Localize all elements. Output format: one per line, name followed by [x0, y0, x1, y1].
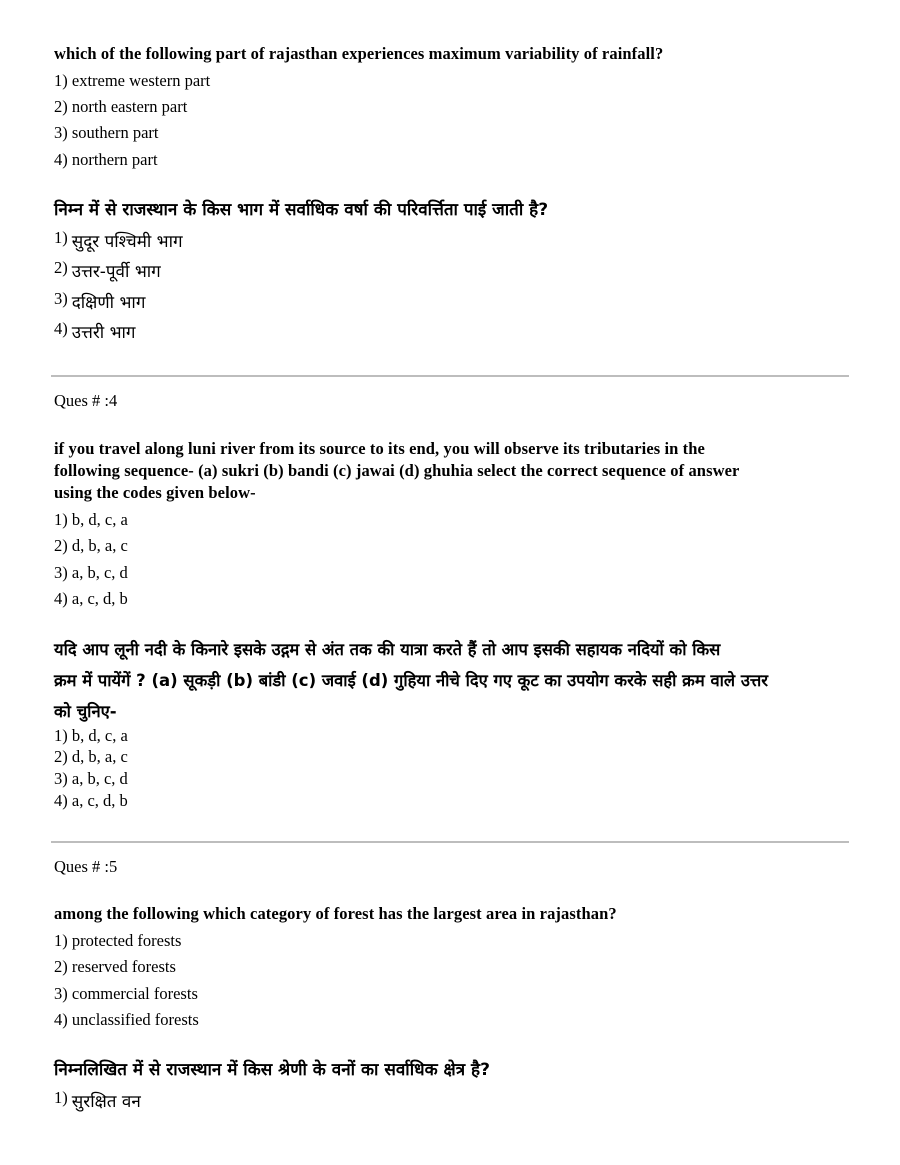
option-number: 2) — [54, 258, 68, 277]
option-text: सुरक्षित वन — [71, 1092, 141, 1112]
question-divider — [51, 375, 849, 377]
q3-english-option-3: 3) southern part — [54, 123, 159, 142]
q4-hindi-option-4: 4) a, c, d, b — [54, 791, 128, 810]
question-divider — [51, 841, 849, 843]
q3-english-question: which of the following part of rajasthan experiences maximum variability of rainfall? — [54, 44, 664, 63]
q4-english-option-2: 2) d, b, a, c — [54, 536, 128, 555]
option-number: 3) — [54, 289, 68, 308]
q4-english-option-3: 3) a, b, c, d — [54, 563, 128, 582]
option-text: सुदूर पश्चिमी भाग — [71, 232, 183, 252]
q4-hindi-option-1: 1) b, d, c, a — [54, 726, 128, 745]
q4-hindi-option-3: 3) a, b, c, d — [54, 769, 128, 788]
q5-english-option-2: 2) reserved forests — [54, 957, 176, 976]
q4-english-option-4: 4) a, c, d, b — [54, 589, 128, 608]
q3-hindi-option-1 — [54, 228, 183, 252]
option-text: दक्षिणी भाग — [71, 293, 146, 313]
option-number: 1) — [54, 1088, 68, 1107]
q3-english-option-2: 2) north eastern part — [54, 97, 188, 116]
q4-english-question-line-3: using the codes given below- — [54, 483, 256, 502]
q4-hindi-question-line-1: यदि आप लूनी नदी के किनारे इसके उद्गम से अंत तक की यात्रा करते हैं तो आप इसकी सहायक नदियों को किस — [54, 640, 721, 659]
q3-hindi-question: निम्न में से राजस्थान के किस भाग में सर्वाधिक वर्षा की परिवर्त्तिता पाई जाती है? — [54, 200, 549, 220]
q3-hindi-option-4 — [54, 319, 136, 343]
q4-english-question-line-2: following sequence- (a) sukri (b) bandi (c) jawai (d) ghuhia select the correct sequence of answer — [54, 461, 740, 480]
q4-hindi-question-line-2: क्रम में पायेंगें ? (a) सूकड़ी (b) बांडी (c) जवाई (d) गुहिया नीचे दिए गए कूट का उपयोग करके सही क्रम वाले उत्तर — [54, 671, 769, 690]
q3-hindi-option-2 — [54, 258, 161, 282]
option-text: उत्तर-पूर्वी भाग — [71, 262, 161, 282]
q5-english-question: among the following which category of forest has the largest area in rajasthan? — [54, 904, 617, 923]
q4-english-question-line-1: if you travel along luni river from its source to its end, you will observe its tributaries in the — [54, 439, 705, 458]
q5-english-option-3: 3) commercial forests — [54, 984, 198, 1003]
q5-english-option-1: 1) protected forests — [54, 931, 182, 950]
q4-hindi-question-line-3: को चुनिए- — [54, 702, 117, 721]
q3-english-option-4: 4) northern part — [54, 150, 158, 169]
q4-english-option-1: 1) b, d, c, a — [54, 510, 128, 529]
q5-label: Ques # :5 — [54, 857, 118, 876]
q5-hindi-question: निम्नलिखित में से राजस्थान में किस श्रेणी के वनों का सर्वाधिक क्षेत्र है? — [54, 1060, 490, 1080]
q4-hindi-option-2: 2) d, b, a, c — [54, 747, 128, 766]
option-text: उत्तरी भाग — [71, 323, 136, 343]
q3-hindi-option-3 — [54, 289, 145, 313]
q3-english-option-1: 1) extreme western part — [54, 71, 211, 90]
q5-english-option-4: 4) unclassified forests — [54, 1010, 199, 1029]
option-number: 1) — [54, 228, 68, 247]
q5-hindi-option-1 — [54, 1088, 141, 1112]
option-number: 4) — [54, 319, 68, 338]
q4-label: Ques # :4 — [54, 391, 118, 410]
